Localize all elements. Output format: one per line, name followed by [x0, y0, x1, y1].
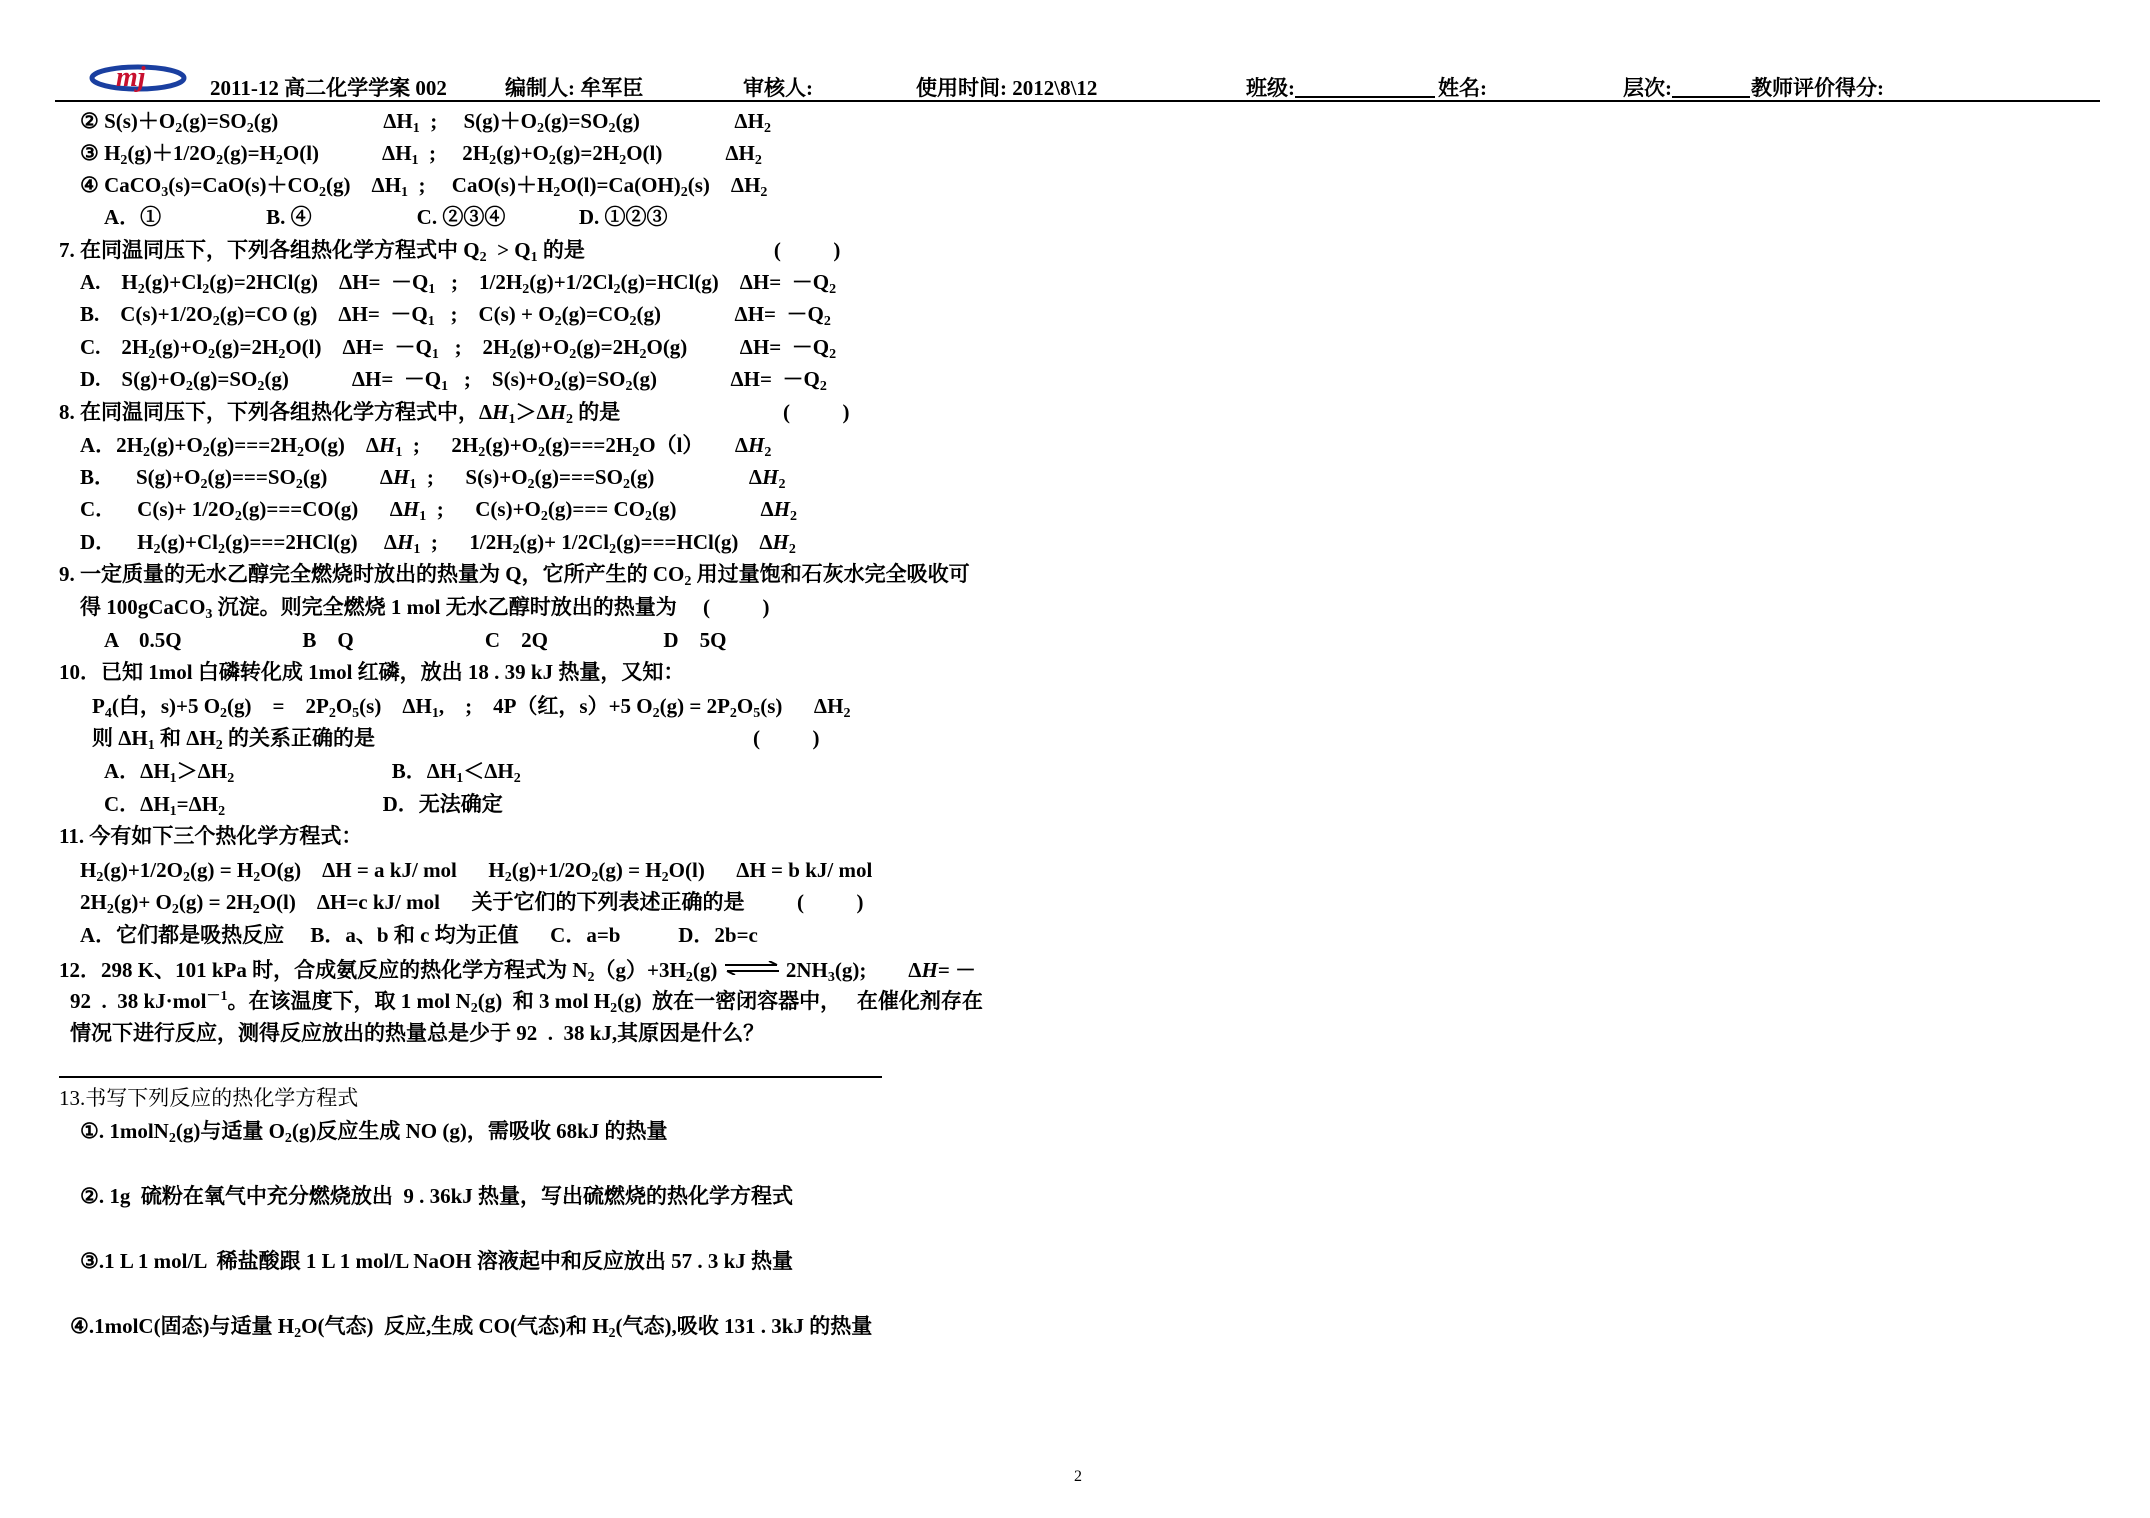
q10-equation: $P_4$(白，s)+5 $O_2(g)$ = $2P_2O_5(s)$ $\Delta H_1$, ; 4P（红，s）+5 $O_2(g) = 2P_2O_5(s)$ $\Delta H_2$ [92, 694, 851, 721]
q7-option-a: A. $H_2(g)+Cl_2(g)=2HCl(g)$ $\Delta H= -Q_1$ ; $1/2H_2(g)+1/2Cl_2(g)=HCl(g)$ $\Delta H= -Q_2$ [80, 270, 837, 297]
q7-option-d: D. $S(g)+O_2(g)=SO_2(g)$ $\Delta H= -Q_1$ ; $S(s)+O_2(g)=SO_2(g)$ $\Delta H= -Q_2$ [80, 367, 827, 394]
q8-option-a: A．$2H_2(g)+O_2(g)===2H_2O(g)$ $\Delta H_1$ ; $2H_2(g)+O_2(g)===2H_2O(l)$ $\Delta H_2$ [80, 433, 772, 460]
q13-stem: 13.书写下列反应的热化学方程式 [59, 1086, 359, 1110]
reviewer: 审核人: [743, 76, 813, 100]
svg-text:mj: mj [116, 62, 146, 93]
q13-item-2: ②. 1g 硫粉在氧气中充分燃烧放出 9 . 36kJ 热量，写出硫燃烧的热化学方程式 [80, 1184, 794, 1208]
header-rule [55, 100, 2100, 102]
q12-line1: 12．298 K、101 kPa 时，合成氨反应的热化学方程式为 $N_2(g)+3H_2(g)$ $2NH_3(g)$; ΔH= － [59, 955, 976, 983]
q8-option-d: D． $H_2(g)+Cl_2(g)===2HCl(g)$ $\Delta H_1$ ; $1/2H_2(g)+ 1/2Cl_2(g)===HCl(g)$ $\Delta H_2$ [80, 530, 796, 557]
name-label: 姓名: [1438, 76, 1487, 100]
q13-item-3: ③.1 L 1 mol/L 稀盐酸跟 1 L 1 mol/L NaOH 溶液起中和反应放出 57 . 3 kJ 热量 [80, 1249, 794, 1273]
q9-stem-line1: 9. 一定质量的无水乙醇完全燃烧时放出的热量为 Q，它所产生的 $CO_2$ 用过量饱和石灰水完全吸收可 [59, 562, 970, 589]
q10-choices-cd: C．$\Delta H_1=\Delta H_2$ D．无法确定 [104, 792, 503, 819]
q9-stem-line2: 得 100gCaCO$_3$ 沉淀。则完全燃烧 1 mol 无水乙醇时放出的热量为 ( ) [80, 595, 770, 622]
q12-answer-line [59, 1076, 882, 1078]
equilibrium-arrow-icon [723, 955, 781, 969]
editor: 编制人: 牟军臣 [505, 76, 644, 100]
q12-line3: 情况下进行反应，测得反应放出的热量总是少于 92 . 38 kJ,其原因是什么？ [70, 1021, 765, 1045]
q6-option-4: ④ $CaCO_3(s)=CaO(s)+CO_2(g)$ $\Delta H_1$ ; $CaO(s)+H_2O(l)=Ca(OH)_2(s)$ $\Delta H_2$ [80, 173, 768, 200]
q7-option-b: B. $C(s)+1/2O_2(g)=CO$ (g) $\Delta H= -Q_1$ ; $C(s) + O_2(g)=CO_2(g)$ $\Delta H= -Q_2$ [80, 302, 831, 329]
q6-option-3: ③ $H_2(g)+1/2O_2(g)=H_2O(l)$ $\Delta H_1$ ; $2H_2(g)+O_2(g)=2H_2O(l)$ $\Delta H_2$ [80, 141, 762, 168]
page-number: 2 [1074, 1468, 1082, 1485]
q8-option-c: C． $C(s)+ 1/2O_2(g)===CO(g)$ $\Delta H_1$ ; $C(s)+O_2(g)=== CO_2(g)$ $\Delta H_2$ [80, 497, 798, 524]
level-label: 层次: [1623, 72, 1750, 102]
score-label: 教师评价得分: [1751, 76, 1884, 100]
q6-choices: A．① B. ④ C. ②③④ D. ①②③ [104, 205, 668, 229]
q10-choices-ab: A．$\Delta H_1>\Delta H_2$ B．$\Delta H_1<\Delta H_2$ [104, 759, 521, 786]
q7-option-c: C. $2H_2(g)+O_2(g)=2H_2O(l)$ $\Delta H= -Q_1$ ; $2H_2(g)+O_2(g)=2H_2O(g)$ $\Delta H= -Q_2$ [80, 335, 837, 362]
q13-item-4: ④.1molC(固态)与适量 $H_2O$(气态) 反应,生成 CO(气态)和 $H_2$(气态),吸收 131 . 3kJ 的热量 [70, 1314, 873, 1341]
class-label: 班级: [1246, 72, 1435, 102]
q8-stem: 8. 在同温同压下，下列各组热化学方程式中，$\Delta H_1>\Delta H_2$ 的是 ( ) [59, 400, 850, 427]
q12-line2: 92 . 38 kJ·mol$^{-1}$。在该温度下，取 1 mol $N_2(g)$ 和 3 mol $H_2(g)$ 放在一密闭容器中， 在催化剂存在 [70, 989, 983, 1016]
q13-item-1: ①. 1molN$_2$(g)与适量 $O_2(g)$反应生成 NO (g)，需吸收 68kJ 的热量 [80, 1119, 668, 1146]
q10-question: 则 $\Delta H_1$ 和 $\Delta H_2$ 的关系正确的是 ( ) [92, 726, 820, 753]
q9-choices: A 0.5Q B Q C 2Q D 5Q [104, 628, 727, 652]
q11-stem: 11. 今有如下三个热化学方程式： [59, 824, 363, 848]
doc-code: 2011-12 高二化学学案 002 [210, 76, 447, 100]
q10-stem: 10．已知 1mol 白磷转化成 1mol 红磷，放出 18 . 39 kJ 热量，又知： [59, 660, 685, 684]
q11-equations-2: $2H_2(g)+ O_2(g) = 2H_2O(l)$ ΔH=c kJ/ mol 关于它们的下列表述正确的是 ( ) [80, 890, 864, 917]
q11-choices: A．它们都是吸热反应 B．a、b 和 c 均为正值 C．a=b D．2b=c [80, 923, 758, 947]
q8-option-b: B． $S(g)+O_2(g)===SO_2(g)$ $\Delta H_1$ ; $S(s)+O_2(g)===SO_2(g)$ $\Delta H_2$ [80, 465, 786, 492]
school-logo [88, 60, 188, 94]
q11-equations-1: $H_2(g)+1/2O_2(g) = H_2O(g)$ ΔH = a kJ/ mol $H_2(g)+1/2O_2(g) = H_2O(l)$ ΔH = b kJ/ mol [80, 858, 873, 885]
use-date: 使用时间: 2012\8\12 [916, 76, 1098, 100]
q7-stem: 7. 在同温同压下，下列各组热化学方程式中 $Q_2 > Q_1$ 的是 ( ) [59, 238, 841, 265]
q6-option-2: ② $S(s)+O_2(g)=SO_2(g)$ $\Delta H_1$ ; $S(g)+O_2(g)=SO_2(g)$ $\Delta H_2$ [80, 109, 771, 136]
